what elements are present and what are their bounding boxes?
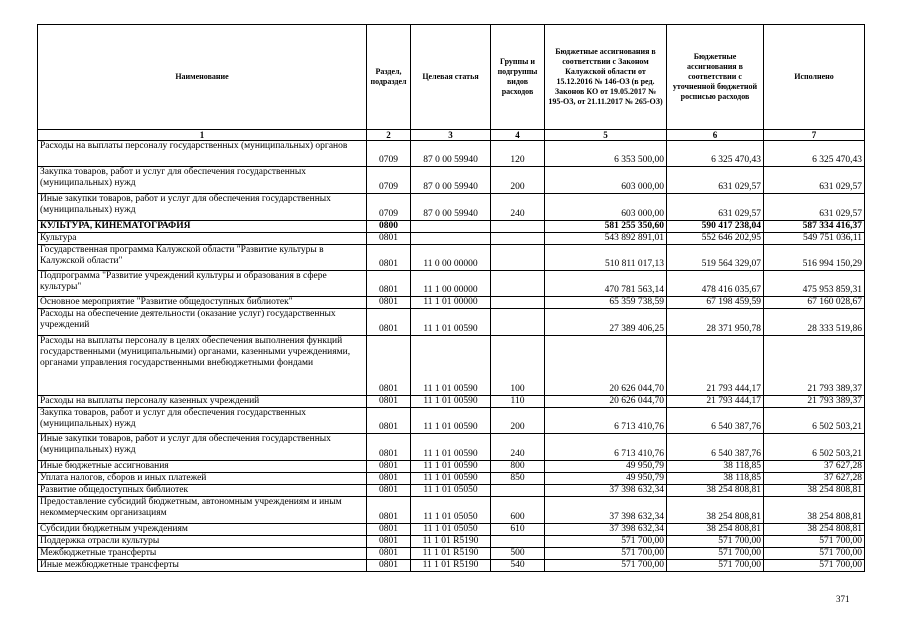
row-group	[491, 245, 545, 271]
row-law-amount: 571 700,00	[545, 560, 667, 572]
row-section: 0801	[367, 434, 411, 461]
table-row	[38, 524, 865, 536]
row-group: 850	[491, 473, 545, 485]
row-target: 11 1 01 R5190	[411, 548, 491, 560]
row-law-amount: 20 626 044,70	[545, 336, 667, 396]
row-law-amount: 603 000,00	[545, 194, 667, 221]
table-row	[38, 408, 865, 434]
row-name: Иные закупки товаров, работ и услуг для обеспечения государственных (муниципальных) нужд	[38, 194, 367, 221]
row-refined-amount: 38 254 808,81	[667, 497, 764, 524]
row-group: 200	[491, 408, 545, 434]
row-target: 87 0 00 59940	[411, 141, 491, 167]
row-executed-amount: 38 254 808,81	[764, 524, 865, 536]
row-group: 800	[491, 461, 545, 473]
row-target: 11 0 00 00000	[411, 245, 491, 271]
table-row	[38, 434, 865, 461]
row-executed-amount: 549 751 036,11	[764, 233, 865, 245]
row-refined-amount: 38 118,85	[667, 473, 764, 485]
row-target: 11 1 01 05050	[411, 524, 491, 536]
row-section: 0801	[367, 536, 411, 548]
row-refined-amount: 631 029,57	[667, 167, 764, 194]
row-group: 610	[491, 524, 545, 536]
row-executed-amount: 571 700,00	[764, 548, 865, 560]
row-section: 0709	[367, 194, 411, 221]
row-name: Межбюджетные трансферты	[38, 548, 367, 560]
row-executed-amount: 38 254 808,81	[764, 485, 865, 497]
row-section: 0801	[367, 408, 411, 434]
row-executed-amount: 6 325 470,43	[764, 141, 865, 167]
header-row	[38, 25, 865, 130]
row-executed-amount: 6 502 503,21	[764, 408, 865, 434]
row-section: 0801	[367, 461, 411, 473]
row-target: 11 1 01 05050	[411, 497, 491, 524]
row-law-amount: 20 626 044,70	[545, 396, 667, 408]
column-number-row	[38, 130, 865, 141]
row-section: 0801	[367, 336, 411, 396]
row-executed-amount: 516 994 150,29	[764, 245, 865, 271]
row-refined-amount: 6 540 387,76	[667, 408, 764, 434]
row-name: Поддержка отрасли культуры	[38, 536, 367, 548]
row-refined-amount: 21 793 444,17	[667, 336, 764, 396]
column-number: 2	[367, 130, 411, 141]
row-target: 11 1 01 00590	[411, 434, 491, 461]
column-number: 1	[38, 130, 367, 141]
row-law-amount: 571 700,00	[545, 548, 667, 560]
row-refined-amount: 38 254 808,81	[667, 485, 764, 497]
row-group: 200	[491, 167, 545, 194]
row-group: 110	[491, 396, 545, 408]
row-law-amount: 49 950,79	[545, 473, 667, 485]
table-row	[38, 245, 865, 271]
table-row	[38, 297, 865, 309]
row-law-amount: 571 700,00	[545, 536, 667, 548]
row-law-amount: 37 398 632,34	[545, 485, 667, 497]
row-name: Иные закупки товаров, работ и услуг для обеспечения государственных (муниципальных) нужд	[38, 434, 367, 461]
row-executed-amount: 28 333 519,86	[764, 309, 865, 336]
row-section: 0709	[367, 167, 411, 194]
row-executed-amount: 37 627,28	[764, 461, 865, 473]
row-target: 11 1 01 R5190	[411, 536, 491, 548]
column-number: 3	[411, 130, 491, 141]
row-group: 600	[491, 497, 545, 524]
row-section: 0801	[367, 233, 411, 245]
row-group	[491, 233, 545, 245]
row-refined-amount: 631 029,57	[667, 194, 764, 221]
table-row	[38, 485, 865, 497]
row-executed-amount: 37 627,28	[764, 473, 865, 485]
row-target: 87 0 00 59940	[411, 194, 491, 221]
row-name: Уплата налогов, сборов и иных платежей	[38, 473, 367, 485]
row-refined-amount: 552 646 202,95	[667, 233, 764, 245]
row-group	[491, 485, 545, 497]
row-law-amount: 6 713 410,76	[545, 408, 667, 434]
row-name: Культура	[38, 233, 367, 245]
row-refined-amount: 67 198 459,59	[667, 297, 764, 309]
row-section: 0801	[367, 473, 411, 485]
row-executed-amount: 475 953 859,31	[764, 271, 865, 297]
row-target	[411, 221, 491, 233]
row-group	[491, 221, 545, 233]
row-name: Иные межбюджетные трансферты	[38, 560, 367, 572]
row-target: 11 1 01 R5190	[411, 560, 491, 572]
row-name: Закупка товаров, работ и услуг для обеспечения государственных (муниципальных) нужд	[38, 408, 367, 434]
table-row	[38, 548, 865, 560]
row-section: 0800	[367, 221, 411, 233]
header-name: Наименование	[38, 25, 367, 130]
row-executed-amount: 571 700,00	[764, 560, 865, 572]
row-target: 11 1 01 00590	[411, 473, 491, 485]
row-refined-amount: 6 540 387,76	[667, 434, 764, 461]
row-name: КУЛЬТУРА, КИНЕМАТОГРАФИЯ	[38, 221, 367, 233]
row-group: 100	[491, 336, 545, 396]
row-refined-amount: 28 371 950,78	[667, 309, 764, 336]
row-group	[491, 297, 545, 309]
row-group: 540	[491, 560, 545, 572]
row-law-amount: 543 892 891,01	[545, 233, 667, 245]
row-name: Государственная программа Калужской области "Развитие культуры в Калужской области"	[38, 245, 367, 271]
row-section: 0801	[367, 560, 411, 572]
table-row	[38, 396, 865, 408]
header-refined-allocations: Бюджетные ассигнования в соответствии с уточненной бюджетной росписью расходов	[667, 25, 764, 130]
row-target: 11 1 01 05050	[411, 485, 491, 497]
row-executed-amount: 6 502 503,21	[764, 434, 865, 461]
header-executed: Исполнено	[764, 25, 865, 130]
row-group: 240	[491, 194, 545, 221]
column-number: 4	[491, 130, 545, 141]
table-row	[38, 560, 865, 572]
table-row	[38, 536, 865, 548]
table-row	[38, 497, 865, 524]
row-target: 11 1 01 00000	[411, 297, 491, 309]
row-name: Расходы на выплаты персоналу казенных учреждений	[38, 396, 367, 408]
row-refined-amount: 6 325 470,43	[667, 141, 764, 167]
table-row	[38, 221, 865, 233]
row-group	[491, 536, 545, 548]
column-number: 6	[667, 130, 764, 141]
row-name: Закупка товаров, работ и услуг для обеспечения государственных (муниципальных) нужд	[38, 167, 367, 194]
table-row	[38, 167, 865, 194]
row-section: 0801	[367, 396, 411, 408]
row-law-amount: 37 398 632,34	[545, 524, 667, 536]
row-section: 0801	[367, 245, 411, 271]
row-law-amount: 6 713 410,76	[545, 434, 667, 461]
row-law-amount: 49 950,79	[545, 461, 667, 473]
row-target: 11 1 01 00590	[411, 309, 491, 336]
table-row	[38, 473, 865, 485]
row-executed-amount: 571 700,00	[764, 536, 865, 548]
row-target	[411, 233, 491, 245]
row-target: 11 1 01 00590	[411, 336, 491, 396]
table-row	[38, 461, 865, 473]
table-body	[38, 141, 865, 572]
row-target: 11 1 01 00590	[411, 396, 491, 408]
row-name: Основное мероприятие "Развитие общедоступных библиотек"	[38, 297, 367, 309]
budget-table	[37, 24, 865, 572]
row-executed-amount: 631 029,57	[764, 194, 865, 221]
row-refined-amount: 571 700,00	[667, 536, 764, 548]
row-section: 0801	[367, 497, 411, 524]
row-name: Подпрограмма "Развитие учреждений культуры и образования в сфере культуры"	[38, 271, 367, 297]
row-law-amount: 6 353 500,00	[545, 141, 667, 167]
row-section: 0709	[367, 141, 411, 167]
table-row	[38, 309, 865, 336]
row-executed-amount: 587 334 416,37	[764, 221, 865, 233]
header-law-allocations: Бюджетные ассигнования в соответствии с Законом Калужской области от 15.12.2016 № 146-ОЗ (в ред. Законов КО от 19.05.2017 № 195-ОЗ, от 21.11.2017 № 265-ОЗ)	[545, 25, 667, 130]
row-law-amount: 27 389 406,25	[545, 309, 667, 336]
row-refined-amount: 38 254 808,81	[667, 524, 764, 536]
row-law-amount: 65 359 738,59	[545, 297, 667, 309]
row-section: 0801	[367, 271, 411, 297]
column-number: 5	[545, 130, 667, 141]
row-executed-amount: 21 793 389,37	[764, 396, 865, 408]
row-target: 87 0 00 59940	[411, 167, 491, 194]
row-law-amount: 470 781 563,14	[545, 271, 667, 297]
row-executed-amount: 67 160 028,67	[764, 297, 865, 309]
column-number: 7	[764, 130, 865, 141]
row-section: 0801	[367, 524, 411, 536]
row-target: 11 1 01 00590	[411, 408, 491, 434]
row-group	[491, 271, 545, 297]
row-name: Развитие общедоступных библиотек	[38, 485, 367, 497]
row-law-amount: 37 398 632,34	[545, 497, 667, 524]
header-section: Раздел, подраздел	[367, 25, 411, 130]
row-group	[491, 309, 545, 336]
row-refined-amount: 21 793 444,17	[667, 396, 764, 408]
row-target: 11 1 00 00000	[411, 271, 491, 297]
page-number: 371	[836, 594, 850, 604]
table-row	[38, 271, 865, 297]
row-section: 0801	[367, 548, 411, 560]
row-target: 11 1 01 00590	[411, 461, 491, 473]
row-law-amount: 510 811 017,13	[545, 245, 667, 271]
row-name: Предоставление субсидий бюджетным, автономным учреждениям и иным некоммерческим организациям	[38, 497, 367, 524]
row-law-amount: 603 000,00	[545, 167, 667, 194]
row-law-amount: 581 255 350,60	[545, 221, 667, 233]
row-refined-amount: 571 700,00	[667, 548, 764, 560]
row-executed-amount: 631 029,57	[764, 167, 865, 194]
row-section: 0801	[367, 309, 411, 336]
row-group: 240	[491, 434, 545, 461]
table-row	[38, 336, 865, 396]
row-name: Иные бюджетные ассигнования	[38, 461, 367, 473]
row-name: Расходы на выплаты персоналу государственных (муниципальных) органов	[38, 141, 367, 167]
row-group: 500	[491, 548, 545, 560]
row-executed-amount: 38 254 808,81	[764, 497, 865, 524]
row-executed-amount: 21 793 389,37	[764, 336, 865, 396]
row-refined-amount: 38 118,85	[667, 461, 764, 473]
row-refined-amount: 571 700,00	[667, 560, 764, 572]
row-refined-amount: 590 417 238,04	[667, 221, 764, 233]
header-target: Целевая статья	[411, 25, 491, 130]
table-row	[38, 141, 865, 167]
row-refined-amount: 519 564 329,07	[667, 245, 764, 271]
table-row	[38, 233, 865, 245]
row-name: Расходы на обеспечение деятельности (оказание услуг) государственных учреждений	[38, 309, 367, 336]
row-name: Расходы на выплаты персоналу в целях обеспечения выполнения функций государственными (муниципальными) органами, казенными учреждениями, органами управления государственными внебюджетными фондами	[38, 336, 367, 396]
row-name: Субсидии бюджетным учреждениям	[38, 524, 367, 536]
header-groups: Группы и подгруппы видов расходов	[491, 25, 545, 130]
row-refined-amount: 478 416 035,67	[667, 271, 764, 297]
row-section: 0801	[367, 297, 411, 309]
row-section: 0801	[367, 485, 411, 497]
row-group: 120	[491, 141, 545, 167]
table-row	[38, 194, 865, 221]
